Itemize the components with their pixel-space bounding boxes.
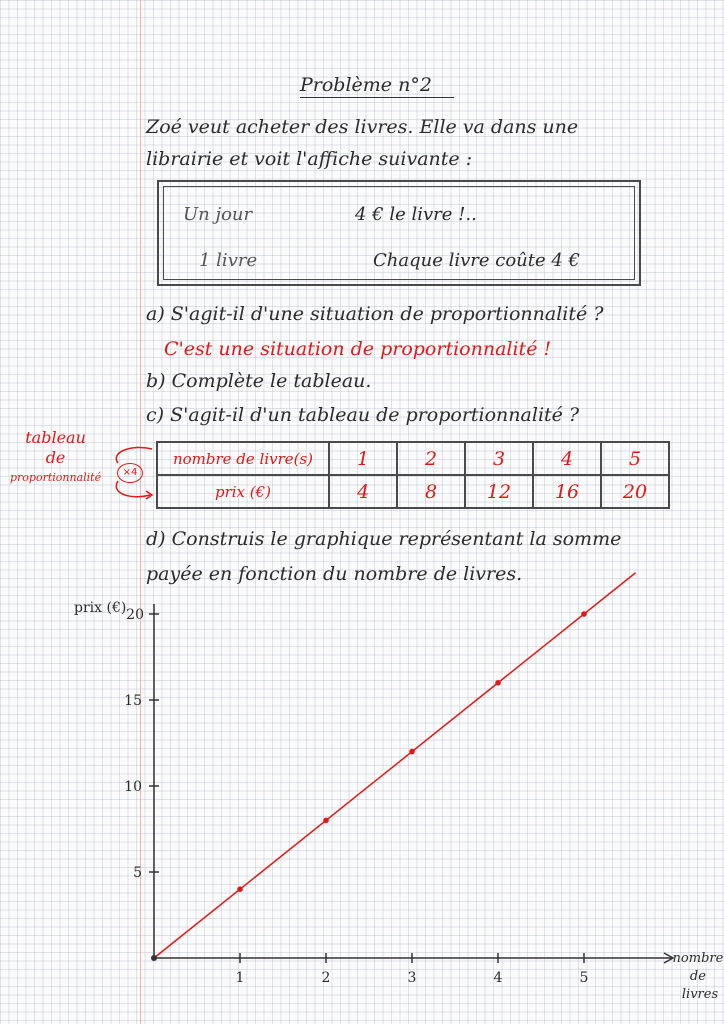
y-tick-label-5: 5 xyxy=(133,865,142,881)
data-point-5 xyxy=(581,611,587,617)
margin-note-line-3: proportionnalité xyxy=(10,471,102,484)
cell-books-4: 4 xyxy=(533,442,601,475)
data-point-2 xyxy=(323,818,329,824)
question-b: b) Complète le tableau. xyxy=(146,370,372,392)
y-axis-label: prix (€) xyxy=(74,600,127,616)
data-point-3 xyxy=(409,749,415,755)
cell-price-3: 12 xyxy=(465,475,533,508)
cell-books-2: 2 xyxy=(397,442,465,475)
x-tick-label-3: 3 xyxy=(407,970,417,986)
y-tick-label-20: 20 xyxy=(126,607,144,623)
question-c: c) S'agit-il d'un tableau de proportionnalité ? xyxy=(146,404,580,426)
ratio-circle: ×4 xyxy=(117,463,143,483)
question-a: a) S'agit-il d'une situation de proportionnalité ? xyxy=(146,303,604,325)
margin-note-line-1: tableau xyxy=(25,428,86,447)
cell-books-3: 3 xyxy=(465,442,533,475)
x-axis-label: nombre de livres xyxy=(672,951,724,1002)
problem-title: Problème n°2 xyxy=(300,74,432,96)
cell-price-4: 16 xyxy=(533,475,601,508)
x-tick-label-2: 2 xyxy=(321,970,331,986)
intro-line-1: Zoé veut acheter des livres. Elle va dans une xyxy=(146,116,579,138)
data-point-0 xyxy=(151,955,157,961)
cell-price-5: 20 xyxy=(601,475,669,508)
cell-books-5: 5 xyxy=(601,442,669,475)
y-tick-label-15: 15 xyxy=(124,693,142,709)
answer-a: C'est une situation de proportionnalité ! xyxy=(164,338,552,360)
data-point-4 xyxy=(495,680,501,686)
y-tick-label-10: 10 xyxy=(124,779,142,795)
x-tick-label-4: 4 xyxy=(493,970,503,986)
data-point-1 xyxy=(237,886,243,892)
cell-price-2: 8 xyxy=(397,475,465,508)
margin-note-line-2: de xyxy=(45,448,66,467)
row-header-price: prix (€) xyxy=(157,475,329,508)
row-header-books: nombre de livre(s) xyxy=(157,442,329,475)
x-tick-label-1: 1 xyxy=(235,970,245,986)
cell-books-1: 1 xyxy=(329,442,397,475)
intro-line-2: librairie et voit l'affiche suivante : xyxy=(146,148,473,170)
x-tick-label-5: 5 xyxy=(579,970,589,986)
poster-row2-right: Chaque livre coûte 4 € xyxy=(373,250,580,271)
poster-row1-left: Un jour xyxy=(183,204,253,225)
question-d-line-2: payée en fonction du nombre de livres. xyxy=(146,563,523,585)
cell-price-1: 4 xyxy=(329,475,397,508)
price-line xyxy=(154,573,636,958)
poster-row2-left: 1 livre xyxy=(199,250,258,271)
question-d-line-1: d) Construis le graphique représentant la somme xyxy=(146,528,622,550)
poster-row1-right: 4 € le livre !.. xyxy=(355,204,477,225)
